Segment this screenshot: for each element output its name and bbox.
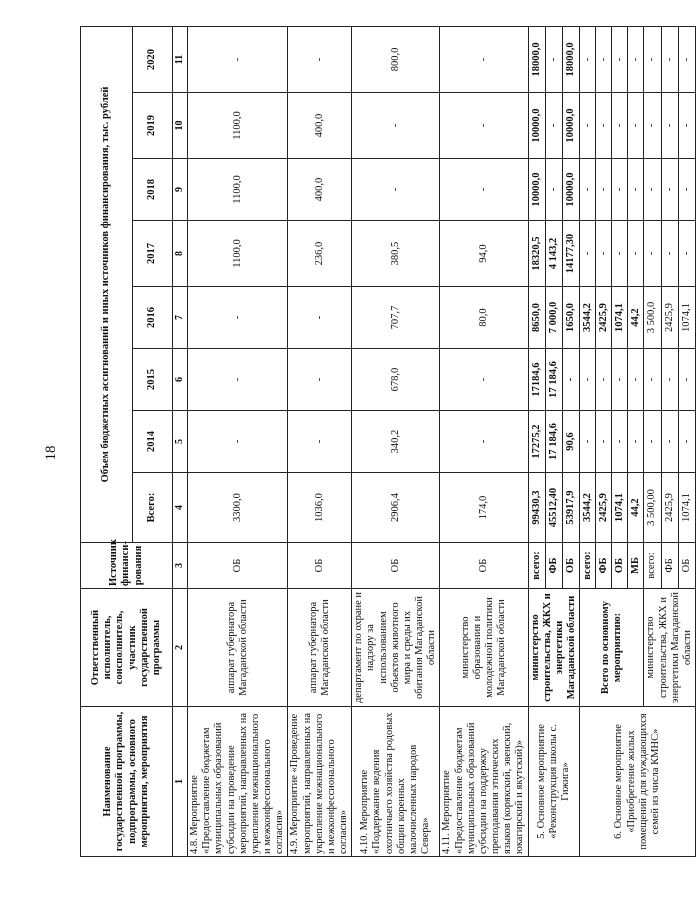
- value-cell: 17275,2: [528, 411, 545, 473]
- value-cell: -: [580, 93, 596, 159]
- value-cell: -: [352, 93, 440, 159]
- value-cell: 14177,30: [563, 221, 580, 287]
- value-cell: 340,2: [352, 411, 440, 473]
- value-cell: 3 500,0: [644, 287, 661, 349]
- value-cell: -: [612, 93, 628, 159]
- header-year: 2018: [133, 159, 173, 221]
- value-cell: 17184,6: [528, 349, 545, 411]
- value-cell: -: [612, 159, 628, 221]
- value-cell: -: [644, 159, 661, 221]
- value-cell: -: [545, 26, 562, 92]
- value-cell: 7 000,0: [545, 287, 562, 349]
- financing-table: [80, 26, 696, 857]
- value-cell: 3544,2: [580, 473, 596, 543]
- header-name: Наименование государственной программы, подпрограммы, основного мероприятия, мероприятия: [81, 707, 173, 857]
- header-source: Источник финанси-рования: [81, 543, 173, 589]
- row-name: 4.11. Мероприятие «Предоставление бюджетам муниципальных образований субсидии на поддержку преподавания этнических языков (корякский, эвенский, юкагирский и якутский)»: [440, 707, 528, 857]
- value-cell: -: [440, 349, 528, 411]
- column-number: 10: [173, 93, 188, 159]
- value-cell: 236,0: [288, 221, 352, 287]
- value-cell: 3544,2: [580, 287, 596, 349]
- value-cell: 18000,0: [563, 26, 580, 92]
- row-source: ФБ: [545, 543, 562, 589]
- value-cell: 17 184,6: [545, 411, 562, 473]
- value-cell: 707,7: [352, 287, 440, 349]
- value-cell: 1074,1: [612, 473, 628, 543]
- value-cell: 3 500,00: [644, 473, 661, 543]
- value-cell: 1100,0: [188, 93, 288, 159]
- table-row: [352, 26, 440, 856]
- page-number: 18: [43, 445, 59, 461]
- header-year: 2016: [133, 287, 173, 349]
- value-cell: -: [644, 411, 661, 473]
- value-cell: -: [580, 26, 596, 92]
- row-responsible: министерство образования и молодежной политики Магаданской области: [440, 589, 528, 707]
- value-cell: 1074,1: [678, 473, 695, 543]
- value-cell: -: [188, 349, 288, 411]
- value-cell: -: [440, 26, 528, 92]
- value-cell: -: [661, 26, 678, 92]
- table-row: [528, 26, 545, 856]
- value-cell: -: [678, 349, 695, 411]
- row-source: всего:: [528, 543, 545, 589]
- value-cell: -: [644, 349, 661, 411]
- value-cell: -: [596, 26, 612, 92]
- row-responsible: министерство строительства, ЖКХ и энергетики Магаданской области: [528, 589, 580, 707]
- value-cell: -: [661, 221, 678, 287]
- row-source: ФБ: [661, 543, 678, 589]
- column-number: 8: [173, 221, 188, 287]
- header-volume: Объем бюджетных ассигнований и иных источников финансирования, тыс. рублей: [81, 26, 133, 542]
- value-cell: -: [596, 93, 612, 159]
- value-cell: -: [678, 411, 695, 473]
- value-cell: -: [628, 26, 644, 92]
- value-cell: -: [678, 159, 695, 221]
- value-cell: 3300,0: [188, 473, 288, 543]
- value-cell: 99430,3: [528, 473, 545, 543]
- value-cell: -: [612, 349, 628, 411]
- value-cell: -: [440, 93, 528, 159]
- row-source: всего:: [644, 543, 661, 589]
- value-cell: 1650,0: [563, 287, 580, 349]
- value-cell: 10000,0: [528, 93, 545, 159]
- value-cell: -: [612, 411, 628, 473]
- value-cell: 44,2: [628, 287, 644, 349]
- value-cell: 90,6: [563, 411, 580, 473]
- value-cell: -: [288, 287, 352, 349]
- value-cell: -: [188, 26, 288, 92]
- value-cell: 45512,40: [545, 473, 562, 543]
- value-cell: -: [661, 159, 678, 221]
- value-cell: -: [545, 93, 562, 159]
- value-cell: 2906,4: [352, 473, 440, 543]
- value-cell: -: [596, 349, 612, 411]
- value-cell: -: [545, 159, 562, 221]
- row-source: ОБ: [288, 543, 352, 589]
- value-cell: 18320,5: [528, 221, 545, 287]
- value-cell: -: [580, 221, 596, 287]
- value-cell: 94,0: [440, 221, 528, 287]
- value-cell: 10000,0: [563, 93, 580, 159]
- value-cell: 10000,0: [528, 159, 545, 221]
- value-cell: 17 184,6: [545, 349, 562, 411]
- row-name: 5. Основное мероприятие «Реконструкция школы с. Гижига»: [528, 707, 580, 857]
- value-cell: 400,0: [288, 159, 352, 221]
- header-responsible: Ответственный исполнитель, соисполнитель, участник государственной программы: [81, 589, 173, 707]
- value-cell: -: [678, 93, 695, 159]
- value-cell: -: [678, 221, 695, 287]
- rotated-table-wrapper: [80, 27, 693, 857]
- value-cell: -: [440, 159, 528, 221]
- value-cell: -: [288, 26, 352, 92]
- value-cell: -: [612, 221, 628, 287]
- value-cell: -: [596, 159, 612, 221]
- value-cell: 10000,0: [563, 159, 580, 221]
- value-cell: -: [644, 93, 661, 159]
- value-cell: 1100,0: [188, 221, 288, 287]
- value-cell: -: [612, 26, 628, 92]
- value-cell: -: [563, 349, 580, 411]
- row-source: ФБ: [596, 543, 612, 589]
- value-cell: 8650,0: [528, 287, 545, 349]
- row-source: ОБ: [188, 543, 288, 589]
- value-cell: -: [580, 159, 596, 221]
- value-cell: -: [661, 349, 678, 411]
- value-cell: -: [188, 411, 288, 473]
- value-cell: 1074,1: [678, 287, 695, 349]
- row-source: ОБ: [563, 543, 580, 589]
- column-number: 3: [173, 543, 188, 589]
- header-year: 2015: [133, 349, 173, 411]
- column-number: 5: [173, 411, 188, 473]
- value-cell: -: [288, 349, 352, 411]
- value-cell: 2425,9: [661, 287, 678, 349]
- column-number: 6: [173, 349, 188, 411]
- row-responsible: аппарат губернатора Магаданской области: [188, 589, 288, 707]
- row-source: МБ: [628, 543, 644, 589]
- value-cell: -: [580, 411, 596, 473]
- column-number: 7: [173, 287, 188, 349]
- value-cell: -: [580, 349, 596, 411]
- value-cell: 80,0: [440, 287, 528, 349]
- value-cell: -: [644, 221, 661, 287]
- header-year: 2019: [133, 93, 173, 159]
- row-responsible: департамент по охране и надзору за использованием объектов животного мира и среды их обитания Магаданской области: [352, 589, 440, 707]
- table-row: [440, 26, 528, 856]
- row-responsible: Всего по основному мероприятию:: [580, 589, 644, 707]
- row-source: ОБ: [440, 543, 528, 589]
- column-number: 1: [173, 707, 188, 857]
- value-cell: 1036,0: [288, 473, 352, 543]
- value-cell: -: [628, 159, 644, 221]
- value-cell: -: [596, 411, 612, 473]
- value-cell: 18000,0: [528, 26, 545, 92]
- header-year: 2017: [133, 221, 173, 287]
- table-row: [188, 26, 288, 856]
- row-source: ОБ: [612, 543, 628, 589]
- value-cell: 44,2: [628, 473, 644, 543]
- row-name: 6. Основное мероприятие «Приобретение жилых помещений для нуждающихся семей из числа КМНС»: [580, 707, 696, 857]
- table-row: [288, 26, 352, 856]
- row-name: 4.9. Мероприятие «Проведение мероприятий, направленных на укрепление межнационального и межконфессионального согласия»: [288, 707, 352, 857]
- column-number: 9: [173, 159, 188, 221]
- row-responsible: министерство строительства, ЖКХ и энергетики Магаданской области: [644, 589, 696, 707]
- value-cell: -: [288, 411, 352, 473]
- value-cell: -: [661, 93, 678, 159]
- value-cell: -: [596, 221, 612, 287]
- value-cell: 53917,9: [563, 473, 580, 543]
- value-cell: -: [628, 349, 644, 411]
- column-number: 11: [173, 26, 188, 92]
- table-row: [580, 26, 596, 856]
- value-cell: -: [678, 26, 695, 92]
- value-cell: -: [661, 411, 678, 473]
- value-cell: -: [188, 287, 288, 349]
- row-responsible: аппарат губернатора Магаданской области: [288, 589, 352, 707]
- value-cell: 678,0: [352, 349, 440, 411]
- value-cell: 400,0: [288, 93, 352, 159]
- column-number: 2: [173, 589, 188, 707]
- header-year: 2014: [133, 411, 173, 473]
- row-source: всего:: [580, 543, 596, 589]
- row-name: 4.10. Мероприятие «Поддержание ведения охотничьего хозяйства родовых общин коренных малочисленных народов Севера»: [352, 707, 440, 857]
- value-cell: 2425,9: [661, 473, 678, 543]
- value-cell: 4 143,2: [545, 221, 562, 287]
- value-cell: 2425,9: [596, 473, 612, 543]
- value-cell: 380,5: [352, 221, 440, 287]
- row-name: 4.8. Мероприятие «Предоставление бюджетам муниципальных образований субсидии на проведение мероприятий, направленных на укрепление межнационального и межконфессионального согласия»: [188, 707, 288, 857]
- row-source: ОБ: [678, 543, 695, 589]
- value-cell: -: [352, 159, 440, 221]
- value-cell: 800,0: [352, 26, 440, 92]
- row-source: ОБ: [352, 543, 440, 589]
- value-cell: 1074,1: [612, 287, 628, 349]
- value-cell: -: [644, 26, 661, 92]
- value-cell: -: [440, 411, 528, 473]
- column-number: 4: [173, 473, 188, 543]
- header-year: 2020: [133, 26, 173, 92]
- value-cell: -: [628, 93, 644, 159]
- value-cell: 2425,9: [596, 287, 612, 349]
- value-cell: -: [628, 221, 644, 287]
- value-cell: 174,0: [440, 473, 528, 543]
- value-cell: -: [628, 411, 644, 473]
- value-cell: 1100,0: [188, 159, 288, 221]
- header-total: Всего:: [133, 473, 173, 543]
